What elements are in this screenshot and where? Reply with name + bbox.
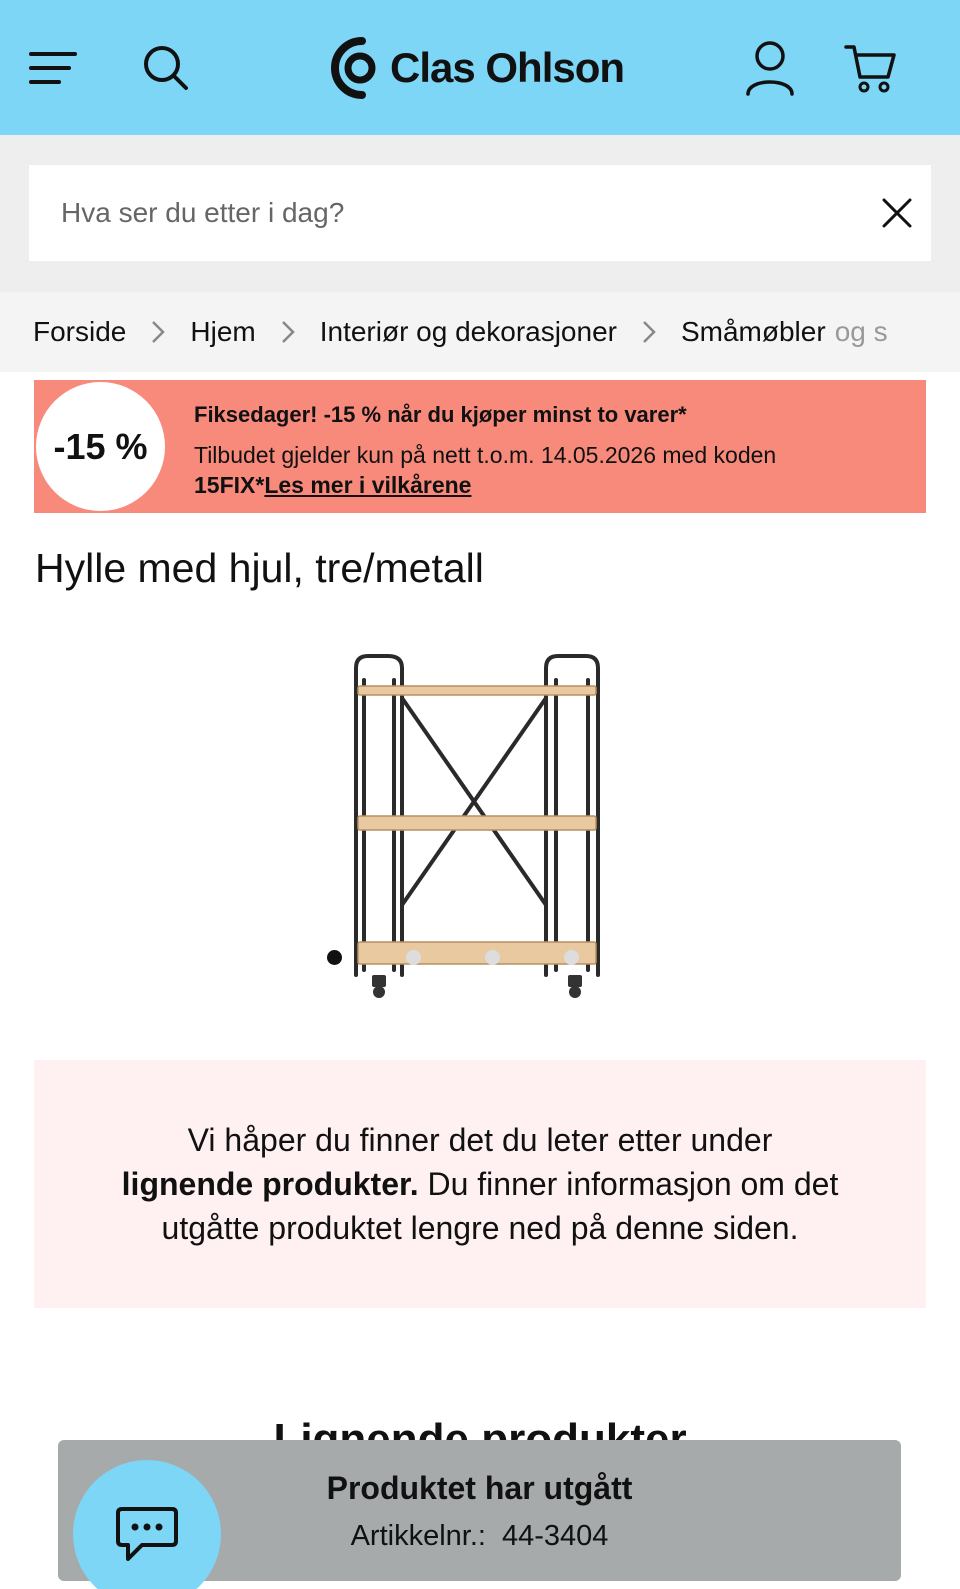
discontinued-info-box <box>34 1060 926 1308</box>
article-value: 44-3404 <box>502 1520 609 1552</box>
article-label: Artikkelnr.: <box>350 1520 486 1552</box>
shopping-cart-icon[interactable] <box>838 36 902 100</box>
site-header <box>0 0 960 135</box>
clas-ohlson-logo[interactable] <box>330 34 624 102</box>
clas-ohlson-logo-icon <box>330 37 382 99</box>
carousel-dot-4[interactable] <box>564 950 579 965</box>
image-carousel-dots <box>327 950 579 966</box>
breadcrumb-item-forside[interactable]: Forside <box>33 316 127 347</box>
chevron-right-icon <box>256 320 320 344</box>
promo-description: Tilbudet gjelder kun på nett t.o.m. 14.05.2026 med koden <box>194 442 777 468</box>
chevron-right-icon <box>617 320 681 344</box>
discontinued-title: Produktet har utgått <box>326 1470 633 1506</box>
info-text <box>120 1118 840 1250</box>
hamburger-menu-icon[interactable] <box>22 36 86 100</box>
chat-bubble-icon <box>116 1505 178 1563</box>
promo-title: Fiksedager! -15 % når du kjøper minst to varer* <box>194 402 687 427</box>
breadcrumb-overflow-text: og s <box>834 316 888 347</box>
search-icon[interactable] <box>134 36 198 100</box>
close-icon[interactable] <box>877 193 917 233</box>
brand-name: Clas Ohlson <box>390 44 625 91</box>
carousel-dot-2[interactable] <box>406 950 421 965</box>
promo-text <box>194 440 894 500</box>
discount-badge: -15 % <box>36 382 165 511</box>
breadcrumb-item-hjem[interactable]: Hjem <box>190 316 256 347</box>
breadcrumb <box>0 292 960 372</box>
chevron-right-icon <box>126 320 190 344</box>
info-line1: Vi håper du finner det du leter etter under <box>187 1122 773 1158</box>
info-rest: Du finner informasjon om det utgåtte produktet lengre ned på denne siden. <box>161 1166 839 1246</box>
promo-terms-link[interactable]: Les mer i vilkårene <box>264 472 472 498</box>
breadcrumb-item-smamobler[interactable]: Småmøbler <box>680 316 826 347</box>
search-box <box>29 165 931 261</box>
promo-banner <box>34 380 926 513</box>
carousel-dot-3[interactable] <box>485 950 500 965</box>
carousel-dot-1[interactable] <box>327 950 342 965</box>
search-input[interactable] <box>61 165 841 261</box>
promo-code: 15FIX* <box>194 472 265 498</box>
product-title: Hylle med hjul, tre/metall <box>35 545 484 591</box>
search-section <box>0 135 960 292</box>
user-icon[interactable] <box>738 36 802 100</box>
breadcrumb-item-interior[interactable]: Interiør og dekorasjoner <box>319 316 617 347</box>
info-strong: lignende produkter. <box>121 1166 419 1202</box>
